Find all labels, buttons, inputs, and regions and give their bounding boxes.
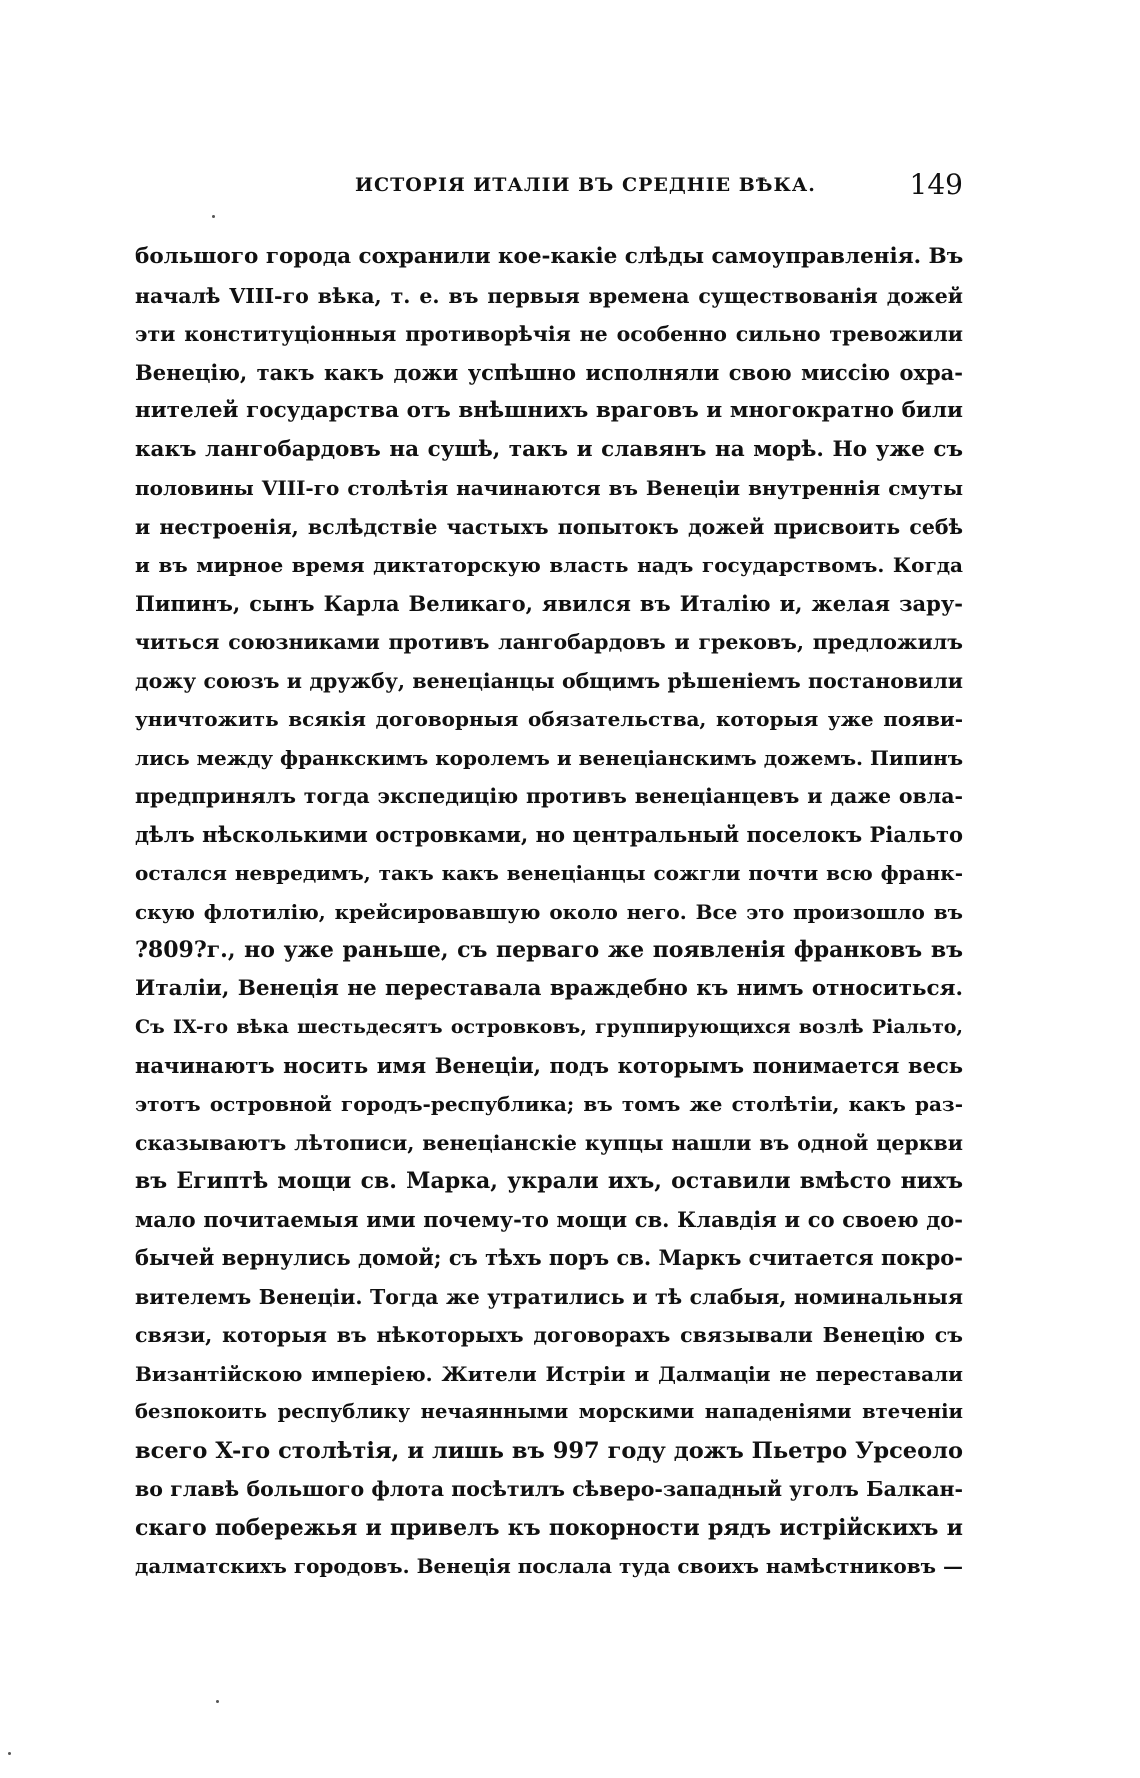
text-line: началѣ VIII-го вѣка, т. е. въ первыя времена существованія дожей	[135, 283, 963, 308]
text-line: этотъ островной городъ-республика; въ томъ же столѣтіи, какъ раз-	[135, 1092, 963, 1116]
text-line: скаго побережья и привелъ къ покорности рядъ истрійскихъ и	[135, 1514, 963, 1541]
print-speck	[216, 1700, 219, 1703]
body-text	[135, 238, 963, 1586]
text-line: Съ IX-го вѣка шестьдесятъ островковъ, группирующихся возлѣ Ріальто,	[135, 1016, 963, 1038]
text-line: Италіи, Венеція не переставала враждебно къ нимъ относиться.	[135, 975, 963, 1001]
print-speck	[212, 215, 215, 218]
text-line: начинаютъ носить имя Венеціи, подъ которымъ понимается весь	[135, 1052, 963, 1078]
text-line: безпокоить республику нечаянными морскими нападеніями втеченіи	[135, 1400, 963, 1423]
text-line: дожу союзъ и дружбу, венеціанцы общимъ рѣшеніемъ постановили	[135, 668, 963, 693]
text-line: дѣлъ нѣсколькими островками, но центральный поселокъ Ріальто	[135, 821, 963, 847]
text-line: бычей вернулись домой; съ тѣхъ поръ св. Маркъ считается покро-	[135, 1245, 963, 1270]
text-line: мало почитаемыя ими почему-то мощи св. Клавдія и со своею до-	[135, 1206, 963, 1232]
text-line: Византійскою имперіею. Жители Истріи и Далмаціи не переставали	[135, 1361, 963, 1386]
text-line: сказываютъ лѣтописи, венеціанскіе купцы нашли въ одной церкви	[135, 1130, 963, 1155]
text-line: читься союзниками противъ лангобардовъ и грековъ, предложилъ	[135, 630, 963, 654]
text-line: Пипинъ, сынъ Карла Великаго, явился въ Италію и, желая зару-	[135, 590, 963, 616]
text-line: всего X-го столѣтія, и лишь въ 997 году дожъ Пьетро Урсеоло	[135, 1437, 963, 1464]
text-line: большого города сохранили кое-какіе слѣды самоуправленія. Въ	[135, 244, 963, 269]
text-line: и въ мирное время диктаторскую власть надъ государствомъ. Когда	[135, 553, 963, 577]
text-line: ?809?г., но уже раньше, съ перваго же появленія франковъ въ	[135, 937, 963, 963]
print-speck	[8, 1752, 11, 1755]
text-line: далматскихъ городовъ. Венеція послала туда своихъ намѣстниковъ —	[135, 1554, 963, 1578]
text-line: скую флотилію, крейсировавшую около него. Все это произошло въ	[135, 899, 963, 924]
text-line: эти конституціонныя противорѣчія не особенно сильно тревожили	[135, 322, 963, 346]
text-line: въ Египтѣ мощи св. Марка, украли ихъ, оставили вмѣсто нихъ	[135, 1168, 963, 1194]
text-line: уничтожить всякія договорныя обязательства, которыя уже появи-	[135, 707, 963, 731]
text-line: и нестроенія, вслѣдствіе частыхъ попытокъ дожей присвоить себѣ	[135, 514, 963, 539]
text-line: связи, которыя въ нѣкоторыхъ договорахъ связывали Венецію съ	[135, 1323, 963, 1347]
text-line: лись между франкскимъ королемъ и венеціанскимъ дожемъ. Пипинъ	[135, 745, 963, 770]
text-line: какъ лангобардовъ на сушѣ, такъ и славянъ на морѣ. Но уже съ	[135, 436, 963, 462]
text-line: предпринялъ тогда экспедицію противъ венеціанцевъ и даже овла-	[135, 784, 963, 808]
text-line: остался невредимъ, такъ какъ венеціанцы сожгли почти всю франк-	[135, 861, 963, 885]
running-head	[135, 168, 963, 208]
page-number: 149	[909, 168, 963, 201]
text-line: половины VIII-го столѣтія начинаются въ Венеціи внутреннія смуты	[135, 476, 963, 500]
text-line: нителей государства отъ внѣшнихъ враговъ и многократно били	[135, 398, 963, 423]
text-line: во главѣ большого флота посѣтилъ сѣверо-западный уголъ Балкан-	[135, 1477, 963, 1501]
running-title: ИСТОРІЯ ИТАЛІИ ВЪ СРЕДНІЕ ВѢКА.	[355, 174, 816, 196]
text-line: Венецію, такъ какъ дожи успѣшно исполняли свою миссію охра-	[135, 359, 963, 385]
text-line: вителемъ Венеціи. Тогда же утратились и тѣ слабыя, номинальныя	[135, 1284, 963, 1309]
